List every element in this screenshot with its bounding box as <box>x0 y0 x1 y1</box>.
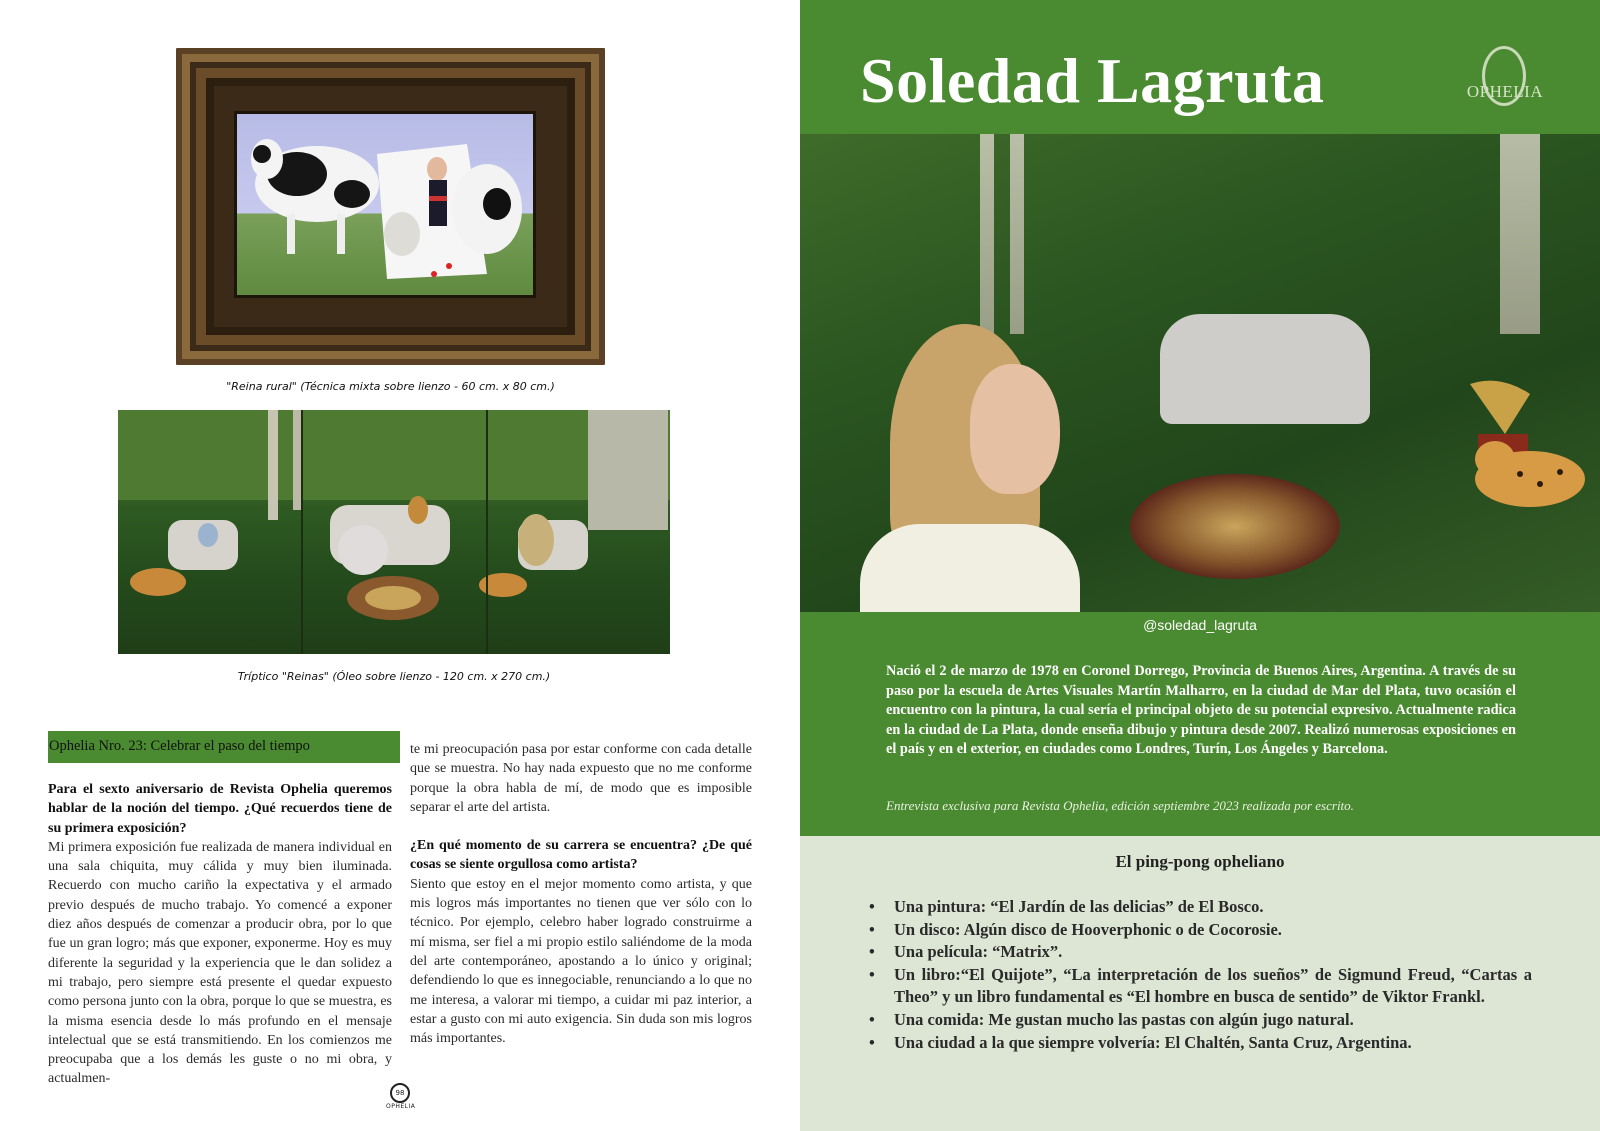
cow-and-woman-illustration <box>237 114 539 301</box>
artist-portrait-photo <box>800 134 1600 612</box>
page-number <box>386 1083 414 1110</box>
list-item: • Una ciudad a la que siempre volvería: El Chaltén, Santa Cruz, Argentina. <box>876 1032 1532 1055</box>
pingpong-title: El ping-pong opheliano <box>1115 852 1285 871</box>
painting-reina-rural <box>176 48 605 365</box>
column-2 <box>410 740 752 1048</box>
ophelia-logo-text: OPHELIA <box>1466 82 1544 101</box>
artist-name-title: Soledad Lagruta <box>860 45 1325 116</box>
birch-trunk <box>980 134 994 334</box>
interview-credit: Entrevista exclusiva para Revista Ophelia, edición septiembre 2023 realizada por escrito. <box>886 798 1354 813</box>
list-item: • Una pintura: “El Jardín de las delicias” de El Bosco. <box>876 896 1532 919</box>
pingpong-list <box>876 896 1532 1054</box>
birch-trunk <box>1500 134 1540 334</box>
list-item: • Una comida: Me gustan mucho las pastas con algún jugo natural. <box>876 1009 1532 1032</box>
list-item: • Una película: “Matrix”. <box>876 941 1532 964</box>
interview-question: ¿En qué momento de su carrera se encuentra? ¿De qué cosas se siente orgullosa como artista? <box>410 838 752 873</box>
list-item: • Un disco: Algún disco de Hooverphonic o de Cocorosie. <box>876 919 1532 942</box>
jungle-triptych-illustration <box>118 410 670 654</box>
caption-reina-rural: "Reina rural" (Técnica mixta sobre lienzo - 60 cm. x 80 cm.) <box>226 380 555 393</box>
artist-figure <box>860 324 1080 612</box>
artist-bio: Nació el 2 de marzo de 1978 en Coronel Dorrego, Provincia de Buenos Aires, Argentina. A través de su paso por la escuela de Artes Visuales Martín Malharro, en la ciudad de Mar del Plata, tuvo ocasión el encuentro con la pintura, la cual sería el principal objeto de su potencial expresivo. Actualmente radica en la ciudad de La Plata, donde enseña dibujo y pintura desde 2007. Realizó numerosas exposiciones en el país y en el exterior, en ciudades como Londres, Turín, Los Ángeles y Barcelona. <box>886 663 1516 758</box>
triptych-divider <box>301 410 303 654</box>
painting-triptico-reinas <box>118 410 670 654</box>
title-band <box>800 0 1600 134</box>
interview-question: Para el sexto aniversario de Revista Ophelia queremos hablar de la noción del tiempo. ¿Qué recuerdos tiene de su primera exposición? <box>48 782 392 836</box>
page-number-ring: 98 <box>390 1083 410 1103</box>
triptych-divider <box>486 410 488 654</box>
instagram-handle[interactable]: @soledad_lagruta <box>800 612 1600 640</box>
jaguar-illustration <box>1470 424 1590 514</box>
painting-canvas <box>234 111 536 298</box>
column-1 <box>48 780 392 1089</box>
birch-trunk <box>1010 134 1024 334</box>
bio-band <box>800 640 1600 836</box>
list-item: • Un libro:“El Quijote”, “La interpretación de los sueños” de Sigmund Freud, “Cartas a Theo” y un libro fundamental es “El hombre en busca de sentido” de Viktor Frankl. <box>876 964 1532 1009</box>
interview-answer-continued: te mi preocupación pasa por estar conforme con cada detalle que se muestra. No hay nada expuesto que no me conforme porque la obra habla de mí, de modo que es imposible separar el arte del artista. <box>410 742 752 815</box>
caption-triptico-reinas: Tríptico "Reinas" (Óleo sobre lienzo - 120 cm. x 270 cm.) <box>237 670 551 683</box>
ophelia-logo <box>1460 42 1550 112</box>
interview-answer: Mi primera exposición fue realizada de manera individual en una sala chiquita, muy cálida y muy bien iluminada. Recuerdo con mucho cariño la expectativa y el armado previo después de mucho trabajo. Yo comencé a exponer diez años después de comenzar a producir obra, por lo que fue un gran logro; más que exponer, exponerme. Hoy es muy diferente la seguridad y la experiencia que le dan solidez a mi trabajo, pero siempre está presente el quedar expuesto como persona junto con la obra, porque lo que se muestra, es la misma esencia desde lo más profundo en el mensaje intelectual que se está transmitiendo. En los comienzos me preocupaba que a los demás les guste o no mi obra, y actualmen- <box>48 839 392 1087</box>
painted-rug <box>1130 474 1340 579</box>
interview-answer: Siento que estoy en el mejor momento como artista, y que mis logros más importantes no tienen que ver sólo con lo técnico. Por ejemplo, celebro haber logrado construirme a mí misma, ser fiel a mi propio estilo saliéndome de la moda del arte contemporáneo, apostando a lo único y original; defendiendo lo que es innegociable, renunciando a lo que no me interesa, a valorar mi tiempo, a cuidar mi paz interior, a estar a gusto con mi auto exigencia. Sin duda son mis logros más importantes. <box>410 876 752 1047</box>
folio-brand: OPHELIA <box>386 1103 416 1110</box>
right-page <box>800 0 1600 1131</box>
painted-sofa <box>1160 314 1370 424</box>
section-heading: Ophelia Nro. 23: Celebrar el paso del tiempo <box>48 731 400 763</box>
